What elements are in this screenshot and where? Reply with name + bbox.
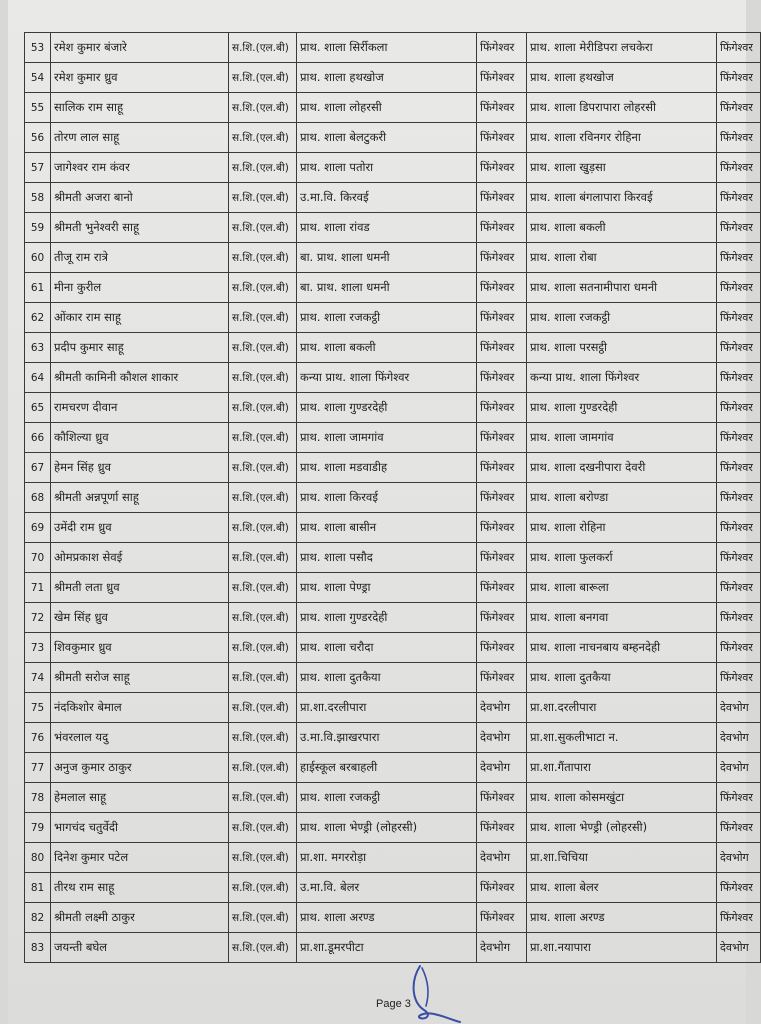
table-row xyxy=(25,843,761,873)
table-row xyxy=(25,453,761,483)
current-block-cell: फिंगेश्वर xyxy=(477,33,527,63)
current-block-cell: फिंगेश्वर xyxy=(477,903,527,933)
employee-name-cell: हेमन सिंह ध्रुव xyxy=(51,453,229,483)
new-block-cell: देवभोग xyxy=(717,693,761,723)
table-row xyxy=(25,303,761,333)
designation-cell: स.शि.(एल.बी) xyxy=(229,693,297,723)
current-school-cell: प्राथ. शाला जामगांव xyxy=(297,423,477,453)
new-block-cell: फिंगेश्वर xyxy=(717,513,761,543)
employee-name-cell: भागचंद चतुर्वेदी xyxy=(51,813,229,843)
new-school-cell: प्रा.शा.गैंतापारा xyxy=(527,753,717,783)
current-school-cell: प्राथ. शाला रजकट्ठी xyxy=(297,783,477,813)
new-block-cell: देवभोग xyxy=(717,843,761,873)
employee-name-cell: रामचरण दीवान xyxy=(51,393,229,423)
table-row xyxy=(25,393,761,423)
table-body xyxy=(25,33,761,963)
current-block-cell: फिंगेश्वर xyxy=(477,813,527,843)
new-school-cell: प्राथ. शाला भेण्ड्री (लोहरसी) xyxy=(527,813,717,843)
current-block-cell: फिंगेश्वर xyxy=(477,663,527,693)
table-row xyxy=(25,753,761,783)
employee-name-cell: कौशिल्या ध्रुव xyxy=(51,423,229,453)
serial-number-cell: 58 xyxy=(25,183,51,213)
new-school-cell: प्राथ. शाला बंगलापारा किरवई xyxy=(527,183,717,213)
new-school-cell: प्राथ. शाला रजकट्ठी xyxy=(527,303,717,333)
new-school-cell: प्राथ. शाला बरोण्डा xyxy=(527,483,717,513)
new-block-cell: फिंगेश्वर xyxy=(717,663,761,693)
new-school-cell: प्राथ. शाला दखनीपारा देवरी xyxy=(527,453,717,483)
new-block-cell: फिंगेश्वर xyxy=(717,573,761,603)
current-block-cell: फिंगेश्वर xyxy=(477,873,527,903)
table-row xyxy=(25,273,761,303)
designation-cell: स.शि.(एल.बी) xyxy=(229,483,297,513)
employee-name-cell: तीरथ राम साहू xyxy=(51,873,229,903)
current-block-cell: देवभोग xyxy=(477,693,527,723)
new-school-cell: प्रा.शा.दरलीपारा xyxy=(527,693,717,723)
serial-number-cell: 77 xyxy=(25,753,51,783)
employee-name-cell: हेमलाल साहू xyxy=(51,783,229,813)
current-block-cell: देवभोग xyxy=(477,843,527,873)
serial-number-cell: 72 xyxy=(25,603,51,633)
employee-name-cell: तीजू राम रात्रे xyxy=(51,243,229,273)
current-block-cell: फिंगेश्वर xyxy=(477,453,527,483)
table-row xyxy=(25,573,761,603)
new-block-cell: देवभोग xyxy=(717,753,761,783)
new-block-cell: फिंगेश्वर xyxy=(717,93,761,123)
new-block-cell: फिंगेश्वर xyxy=(717,243,761,273)
serial-number-cell: 81 xyxy=(25,873,51,903)
serial-number-cell: 67 xyxy=(25,453,51,483)
new-block-cell: देवभोग xyxy=(717,933,761,963)
current-school-cell: प्राथ. शाला रांवड xyxy=(297,213,477,243)
serial-number-cell: 57 xyxy=(25,153,51,183)
new-block-cell: फिंगेश्वर xyxy=(717,123,761,153)
new-block-cell: फिंगेश्वर xyxy=(717,903,761,933)
current-block-cell: देवभोग xyxy=(477,933,527,963)
table-row xyxy=(25,513,761,543)
new-school-cell: प्राथ. शाला दुतकैया xyxy=(527,663,717,693)
new-block-cell: फिंगेश्वर xyxy=(717,63,761,93)
new-school-cell: प्राथ. शाला फुलकर्रा xyxy=(527,543,717,573)
designation-cell: स.शि.(एल.बी) xyxy=(229,933,297,963)
current-school-cell: प्रा.शा. मगररोड़ा xyxy=(297,843,477,873)
new-school-cell: प्राथ. शाला बकली xyxy=(527,213,717,243)
new-school-cell: प्राथ. शाला रोहिना xyxy=(527,513,717,543)
employee-name-cell: नंदकिशोर बेमाल xyxy=(51,693,229,723)
designation-cell: स.शि.(एल.बी) xyxy=(229,753,297,783)
current-school-cell: प्राथ. शाला दुतकैया xyxy=(297,663,477,693)
new-block-cell: फिंगेश्वर xyxy=(717,183,761,213)
new-block-cell: फिंगेश्वर xyxy=(717,543,761,573)
serial-number-cell: 70 xyxy=(25,543,51,573)
new-school-cell: प्राथ. शाला मेरीडिपरा लचकेरा xyxy=(527,33,717,63)
new-block-cell: फिंगेश्वर xyxy=(717,33,761,63)
new-block-cell: फिंगेश्वर xyxy=(717,453,761,483)
employee-name-cell: श्रीमती लता ध्रुव xyxy=(51,573,229,603)
serial-number-cell: 71 xyxy=(25,573,51,603)
table-row xyxy=(25,213,761,243)
current-block-cell: फिंगेश्वर xyxy=(477,153,527,183)
current-block-cell: फिंगेश्वर xyxy=(477,93,527,123)
designation-cell: स.शि.(एल.बी) xyxy=(229,423,297,453)
current-school-cell: प्राथ. शाला पतोरा xyxy=(297,153,477,183)
current-school-cell: बा. प्राथ. शाला धमनी xyxy=(297,243,477,273)
employee-name-cell: रमेश कुमार बंजारे xyxy=(51,33,229,63)
current-block-cell: फिंगेश्वर xyxy=(477,603,527,633)
new-block-cell: फिंगेश्वर xyxy=(717,363,761,393)
new-block-cell: फिंगेश्वर xyxy=(717,333,761,363)
serial-number-cell: 56 xyxy=(25,123,51,153)
designation-cell: स.शि.(एल.बी) xyxy=(229,903,297,933)
serial-number-cell: 53 xyxy=(25,33,51,63)
table-row xyxy=(25,903,761,933)
current-school-cell: प्रा.शा.दरलीपारा xyxy=(297,693,477,723)
employee-name-cell: श्रीमती भुनेश्वरी साहू xyxy=(51,213,229,243)
current-block-cell: फिंगेश्वर xyxy=(477,633,527,663)
serial-number-cell: 62 xyxy=(25,303,51,333)
employee-name-cell: श्रीमती अन्नपूर्णा साहू xyxy=(51,483,229,513)
current-block-cell: फिंगेश्वर xyxy=(477,243,527,273)
current-school-cell: प्राथ. शाला पेण्ड्रा xyxy=(297,573,477,603)
table-row xyxy=(25,33,761,63)
employee-name-cell: ओंकार राम साहू xyxy=(51,303,229,333)
designation-cell: स.शि.(एल.बी) xyxy=(229,783,297,813)
table-row xyxy=(25,783,761,813)
new-block-cell: फिंगेश्वर xyxy=(717,213,761,243)
new-school-cell: प्राथ. शाला गुण्डरदेही xyxy=(527,393,717,423)
new-block-cell: फिंगेश्वर xyxy=(717,153,761,183)
table-row xyxy=(25,483,761,513)
current-school-cell: प्राथ. शाला मडवाडीह xyxy=(297,453,477,483)
designation-cell: स.शि.(एल.बी) xyxy=(229,303,297,333)
current-block-cell: फिंगेश्वर xyxy=(477,543,527,573)
serial-number-cell: 55 xyxy=(25,93,51,123)
current-school-cell: प्राथ. शाला पसौद xyxy=(297,543,477,573)
serial-number-cell: 69 xyxy=(25,513,51,543)
employee-name-cell: श्रीमती लक्ष्मी ठाकुर xyxy=(51,903,229,933)
table-row xyxy=(25,663,761,693)
employee-name-cell: मीना कुरील xyxy=(51,273,229,303)
employee-name-cell: श्रीमती अजरा बानो xyxy=(51,183,229,213)
designation-cell: स.शि.(एल.बी) xyxy=(229,363,297,393)
designation-cell: स.शि.(एल.बी) xyxy=(229,33,297,63)
employee-name-cell: अनुज कुमार ठाकुर xyxy=(51,753,229,783)
table-row xyxy=(25,423,761,453)
table-row xyxy=(25,243,761,273)
signature-mark xyxy=(406,962,466,1024)
table-row xyxy=(25,123,761,153)
table-row xyxy=(25,873,761,903)
current-block-cell: फिंगेश्वर xyxy=(477,303,527,333)
current-block-cell: देवभोग xyxy=(477,723,527,753)
new-block-cell: फिंगेश्वर xyxy=(717,273,761,303)
serial-number-cell: 80 xyxy=(25,843,51,873)
new-school-cell: प्रा.शा.सुकलीभाटा न. xyxy=(527,723,717,753)
current-school-cell: प्रा.शा.डूमरपीटा xyxy=(297,933,477,963)
current-school-cell: उ.मा.वि. किरवई xyxy=(297,183,477,213)
serial-number-cell: 63 xyxy=(25,333,51,363)
new-school-cell: प्राथ. शाला नाचनबाय बम्हनदेही xyxy=(527,633,717,663)
current-school-cell: बा. प्राथ. शाला धमनी xyxy=(297,273,477,303)
table-row xyxy=(25,333,761,363)
designation-cell: स.शि.(एल.बी) xyxy=(229,633,297,663)
table-row xyxy=(25,693,761,723)
new-block-cell: देवभोग xyxy=(717,723,761,753)
serial-number-cell: 60 xyxy=(25,243,51,273)
current-school-cell: प्राथ. शाला सिर्रीकला xyxy=(297,33,477,63)
new-block-cell: फिंगेश्वर xyxy=(717,483,761,513)
current-block-cell: फिंगेश्वर xyxy=(477,63,527,93)
designation-cell: स.शि.(एल.बी) xyxy=(229,573,297,603)
current-school-cell: प्राथ. शाला चरौदा xyxy=(297,633,477,663)
designation-cell: स.शि.(एल.बी) xyxy=(229,333,297,363)
current-school-cell: प्राथ. शाला गुण्डरदेही xyxy=(297,603,477,633)
designation-cell: स.शि.(एल.बी) xyxy=(229,663,297,693)
new-block-cell: फिंगेश्वर xyxy=(717,393,761,423)
designation-cell: स.शि.(एल.बी) xyxy=(229,213,297,243)
table-row xyxy=(25,93,761,123)
serial-number-cell: 54 xyxy=(25,63,51,93)
serial-number-cell: 68 xyxy=(25,483,51,513)
designation-cell: स.शि.(एल.बी) xyxy=(229,513,297,543)
employee-name-cell: तोरण लाल साहू xyxy=(51,123,229,153)
page-number: Page 3 xyxy=(376,998,411,1010)
current-school-cell: प्राथ. शाला रजकट्ठी xyxy=(297,303,477,333)
serial-number-cell: 82 xyxy=(25,903,51,933)
new-school-cell: प्राथ. शाला सतनामीपारा धमनी xyxy=(527,273,717,303)
designation-cell: स.शि.(एल.बी) xyxy=(229,273,297,303)
serial-number-cell: 74 xyxy=(25,663,51,693)
current-school-cell: प्राथ. शाला गुण्डरदेही xyxy=(297,393,477,423)
new-school-cell: प्राथ. शाला बनगवा xyxy=(527,603,717,633)
designation-cell: स.शि.(एल.बी) xyxy=(229,123,297,153)
current-school-cell: प्राथ. शाला किरवई xyxy=(297,483,477,513)
current-school-cell: हाईस्कूल बरबाहली xyxy=(297,753,477,783)
current-block-cell: फिंगेश्वर xyxy=(477,213,527,243)
employee-name-cell: उमेंदी राम ध्रुव xyxy=(51,513,229,543)
serial-number-cell: 78 xyxy=(25,783,51,813)
serial-number-cell: 61 xyxy=(25,273,51,303)
current-school-cell: प्राथ. शाला अरण्ड xyxy=(297,903,477,933)
serial-number-cell: 83 xyxy=(25,933,51,963)
new-school-cell: प्राथ. शाला रोबा xyxy=(527,243,717,273)
new-school-cell: प्राथ. शाला हथखोज xyxy=(527,63,717,93)
designation-cell: स.शि.(एल.बी) xyxy=(229,543,297,573)
transfer-list-table xyxy=(24,32,761,963)
designation-cell: स.शि.(एल.बी) xyxy=(229,183,297,213)
serial-number-cell: 79 xyxy=(25,813,51,843)
current-block-cell: फिंगेश्वर xyxy=(477,273,527,303)
current-school-cell: प्राथ. शाला बकली xyxy=(297,333,477,363)
new-block-cell: फिंगेश्वर xyxy=(717,603,761,633)
current-school-cell: प्राथ. शाला लोहरसी xyxy=(297,93,477,123)
designation-cell: स.शि.(एल.बी) xyxy=(229,603,297,633)
table-row xyxy=(25,603,761,633)
serial-number-cell: 73 xyxy=(25,633,51,663)
current-school-cell: उ.मा.वि.झाखरपारा xyxy=(297,723,477,753)
designation-cell: स.शि.(एल.बी) xyxy=(229,843,297,873)
table-row xyxy=(25,183,761,213)
table-row xyxy=(25,63,761,93)
new-school-cell: प्राथ. शाला बारूला xyxy=(527,573,717,603)
current-block-cell: फिंगेश्वर xyxy=(477,183,527,213)
employee-name-cell: श्रीमती सरोज साहू xyxy=(51,663,229,693)
designation-cell: स.शि.(एल.बी) xyxy=(229,243,297,273)
designation-cell: स.शि.(एल.बी) xyxy=(229,813,297,843)
designation-cell: स.शि.(एल.बी) xyxy=(229,453,297,483)
serial-number-cell: 75 xyxy=(25,693,51,723)
current-school-cell: उ.मा.वि. बेलर xyxy=(297,873,477,903)
table-row xyxy=(25,813,761,843)
employee-name-cell: भंवरलाल यदु xyxy=(51,723,229,753)
serial-number-cell: 66 xyxy=(25,423,51,453)
current-block-cell: फिंगेश्वर xyxy=(477,513,527,543)
designation-cell: स.शि.(एल.बी) xyxy=(229,63,297,93)
current-block-cell: फिंगेश्वर xyxy=(477,423,527,453)
current-block-cell: फिंगेश्वर xyxy=(477,483,527,513)
designation-cell: स.शि.(एल.बी) xyxy=(229,153,297,183)
current-block-cell: देवभोग xyxy=(477,753,527,783)
current-school-cell: प्राथ. शाला हथखोज xyxy=(297,63,477,93)
designation-cell: स.शि.(एल.बी) xyxy=(229,93,297,123)
employee-name-cell: शिवकुमार ध्रुव xyxy=(51,633,229,663)
new-block-cell: फिंगेश्वर xyxy=(717,873,761,903)
table-row xyxy=(25,543,761,573)
employee-name-cell: रमेश कुमार ध्रुव xyxy=(51,63,229,93)
employee-name-cell: खेम सिंह ध्रुव xyxy=(51,603,229,633)
new-school-cell: प्राथ. शाला अरण्ड xyxy=(527,903,717,933)
current-school-cell: प्राथ. शाला बासीन xyxy=(297,513,477,543)
new-school-cell: प्रा.शा.नयापारा xyxy=(527,933,717,963)
employee-name-cell: ओमप्रकाश सेवई xyxy=(51,543,229,573)
employee-name-cell: सालिक राम साहू xyxy=(51,93,229,123)
designation-cell: स.शि.(एल.बी) xyxy=(229,723,297,753)
serial-number-cell: 65 xyxy=(25,393,51,423)
current-block-cell: फिंगेश्वर xyxy=(477,363,527,393)
new-block-cell: फिंगेश्वर xyxy=(717,303,761,333)
current-block-cell: फिंगेश्वर xyxy=(477,333,527,363)
employee-name-cell: जयन्ती बघेल xyxy=(51,933,229,963)
new-school-cell: प्राथ. शाला रविनगर रोहिना xyxy=(527,123,717,153)
serial-number-cell: 59 xyxy=(25,213,51,243)
new-school-cell: प्राथ. शाला बेलर xyxy=(527,873,717,903)
serial-number-cell: 64 xyxy=(25,363,51,393)
designation-cell: स.शि.(एल.बी) xyxy=(229,393,297,423)
current-block-cell: फिंगेश्वर xyxy=(477,573,527,603)
table-row xyxy=(25,363,761,393)
new-school-cell: प्राथ. शाला जामगांव xyxy=(527,423,717,453)
new-block-cell: फिंगेश्वर xyxy=(717,783,761,813)
new-school-cell: प्रा.शा.चिचिया xyxy=(527,843,717,873)
new-school-cell: प्राथ. शाला परसट्ठी xyxy=(527,333,717,363)
table-row xyxy=(25,153,761,183)
new-school-cell: प्राथ. शाला खुड़सा xyxy=(527,153,717,183)
current-block-cell: फिंगेश्वर xyxy=(477,123,527,153)
designation-cell: स.शि.(एल.बी) xyxy=(229,873,297,903)
employee-name-cell: दिनेश कुमार पटेल xyxy=(51,843,229,873)
current-school-cell: प्राथ. शाला भेण्ड्री (लोहरसी) xyxy=(297,813,477,843)
employee-name-cell: जागेश्वर राम कंवर xyxy=(51,153,229,183)
new-school-cell: कन्या प्राथ. शाला फिंगेश्वर xyxy=(527,363,717,393)
current-school-cell: कन्या प्राथ. शाला फिंगेश्वर xyxy=(297,363,477,393)
employee-name-cell: श्रीमती कामिनी कौशल शाकार xyxy=(51,363,229,393)
new-block-cell: फिंगेश्वर xyxy=(717,633,761,663)
current-block-cell: फिंगेश्वर xyxy=(477,393,527,423)
table-row xyxy=(25,723,761,753)
serial-number-cell: 76 xyxy=(25,723,51,753)
table-row xyxy=(25,633,761,663)
new-school-cell: प्राथ. शाला डिपरापारा लोहरसी xyxy=(527,93,717,123)
new-school-cell: प्राथ. शाला कोसमखुंटा xyxy=(527,783,717,813)
table-row xyxy=(25,933,761,963)
current-school-cell: प्राथ. शाला बेलटुकरी xyxy=(297,123,477,153)
document-page xyxy=(8,0,753,1024)
current-block-cell: फिंगेश्वर xyxy=(477,783,527,813)
employee-name-cell: प्रदीप कुमार साहू xyxy=(51,333,229,363)
new-block-cell: फिंगेश्वर xyxy=(717,423,761,453)
new-block-cell: फिंगेश्वर xyxy=(717,813,761,843)
